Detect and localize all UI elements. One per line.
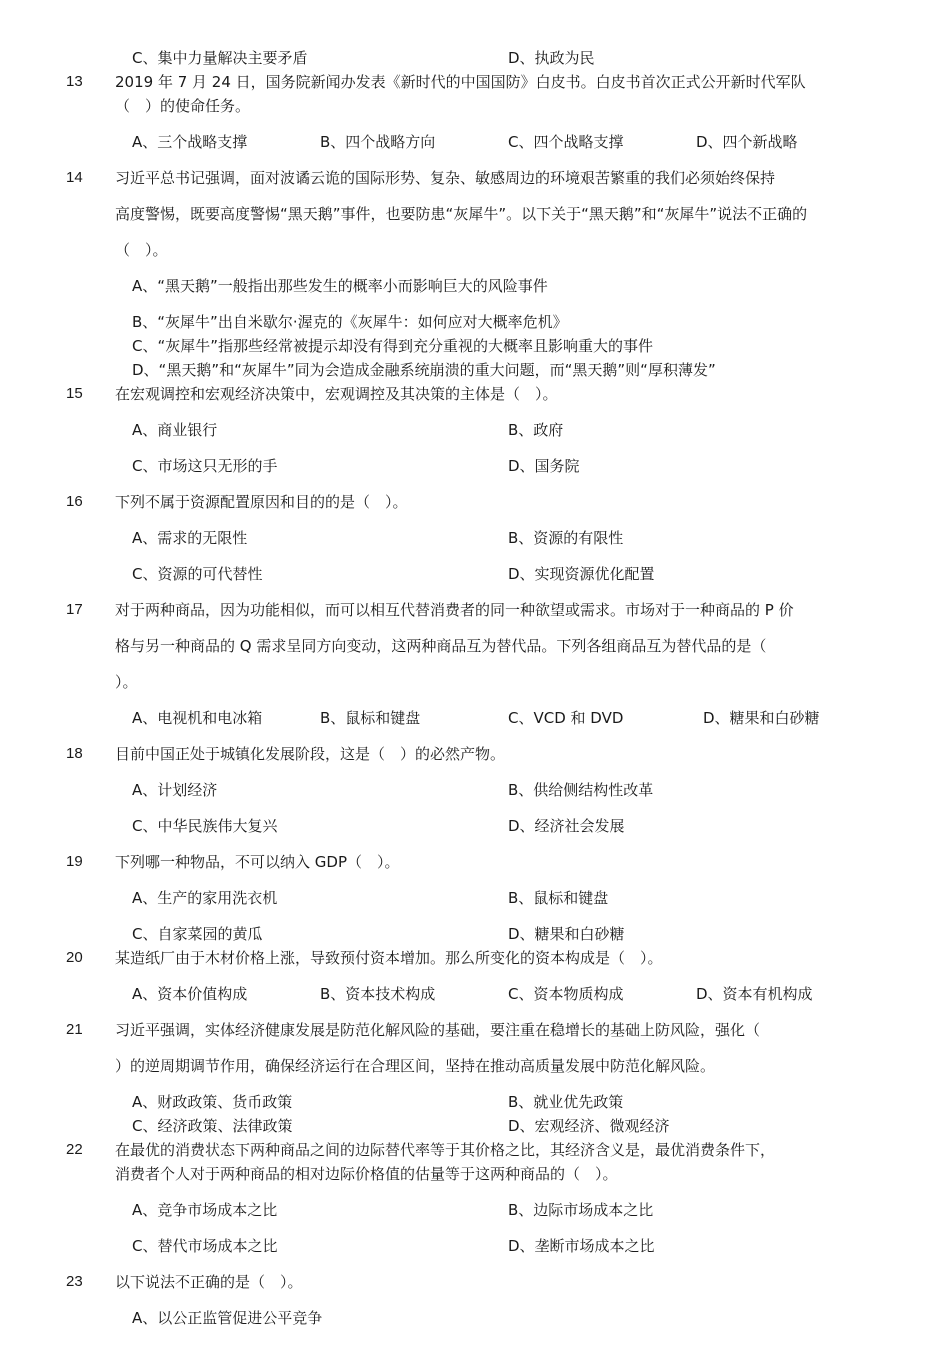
q20-option-b: B、资本技术构成 (320, 985, 436, 1003)
q19-option-d: D、糖果和白砂糖 (508, 925, 625, 943)
q16-option-b: B、资源的有限性 (508, 529, 624, 547)
q22-option-c: C、替代市场成本之比 (132, 1237, 278, 1255)
q13-number: 13 (66, 73, 83, 90)
q14-text-line1: 习近平总书记强调，面对波谲云诡的国际形势、复杂、敏感周边的环境艰苦繁重的我们必须始终保持 (115, 169, 776, 187)
q18-number: 18 (66, 745, 83, 762)
q18-option-c: C、中华民族伟大复兴 (132, 817, 278, 835)
q21-text-line1: 习近平强调，实体经济健康发展是防范化解风险的基础，要注重在稳增长的基础上防风险，强化（ (115, 1021, 761, 1039)
q15-option-a: A、商业银行 (132, 421, 218, 439)
q15-option-c: C、市场这只无形的手 (132, 457, 278, 475)
q14-number: 14 (66, 169, 83, 186)
q19-option-c: C、自家菜园的黄瓜 (132, 925, 263, 943)
q22-text-line1: 在最优的消费状态下两种商品之间的边际替代率等于其价格之比，其经济含义是，最优消费条件下， (115, 1141, 776, 1159)
q15-option-d: D、国务院 (508, 457, 580, 475)
q20-option-d: D、资本有机构成 (696, 985, 813, 1003)
q23-option-a: A、以公正监管促进公平竞争 (132, 1309, 323, 1327)
q23-number: 23 (66, 1273, 83, 1290)
q13-option-c: C、四个战略支撑 (508, 133, 624, 151)
q20-text-line1: 某造纸厂由于木材价格上涨，导致预付资本增加。那么所变化的资本构成是（ ）。 (115, 949, 663, 967)
q19-number: 19 (66, 853, 83, 870)
q13-option-d: D、四个新战略 (696, 133, 798, 151)
q13-text-line1: 2019 年 7 月 24 日，国务院新闻办发表《新时代的中国国防》白皮书。白皮书首次正式公开新时代军队 (115, 73, 806, 91)
q13-option-b: B、四个战略方向 (320, 133, 436, 151)
q15-option-b: B、政府 (508, 421, 564, 439)
q18-option-a: A、计划经济 (132, 781, 218, 799)
q20-option-a: A、资本价值构成 (132, 985, 248, 1003)
q15-number: 15 (66, 385, 83, 402)
q19-option-b: B、鼠标和键盘 (508, 889, 609, 907)
q21-text-line2: ）的逆周期调节作用，确保经济运行在合理区间，坚持在推动高质量发展中防范化解风险。 (115, 1057, 716, 1075)
q22-option-b: B、边际市场成本之比 (508, 1201, 654, 1219)
q21-option-c: C、经济政策、法律政策 (132, 1117, 293, 1135)
q16-text-line1: 下列不属于资源配置原因和目的的是（ ）。 (115, 493, 408, 511)
q17-text-line1: 对于两种商品，因为功能相似，而可以相互代替消费者的同一种欲望或需求。市场对于一种商品的 P 价 (115, 601, 794, 619)
q17-option-a: A、电视机和电冰箱 (132, 709, 263, 727)
q13-text-line2: （ ）的使命任务。 (115, 97, 251, 115)
q16-number: 16 (66, 493, 83, 510)
q22-option-a: A、竞争市场成本之比 (132, 1201, 278, 1219)
q18-option-b: B、供给侧结构性改革 (508, 781, 654, 799)
q15-text-line1: 在宏观调控和宏观经济决策中，宏观调控及其决策的主体是（ ）。 (115, 385, 558, 403)
q14-option-c: C、“灰犀牛”指那些经常被提示却没有得到充分重视的大概率且影响重大的事件 (132, 337, 654, 355)
q13-option-a: A、三个战略支撑 (132, 133, 248, 151)
q16-option-d: D、实现资源优化配置 (508, 565, 655, 583)
q14-option-d: D、“黑天鹅”和“灰犀牛”同为会造成金融系统崩溃的重大问题，而“黑天鹅”则“厚积薄发” (132, 361, 716, 379)
q21-option-d: D、宏观经济、微观经济 (508, 1117, 670, 1135)
q17-text-line2: 格与另一种商品的 Q 需求呈同方向变动，这两种商品互为替代品。下列各组商品互为替代品的是（ (115, 637, 767, 655)
q17-option-d: D、糖果和白砂糖 (703, 709, 820, 727)
q14-option-a: A、“黑天鹅”一般指出那些发生的概率小而影响巨大的风险事件 (132, 277, 548, 295)
q17-option-b: B、鼠标和键盘 (320, 709, 421, 727)
q22-number: 22 (66, 1141, 83, 1158)
q14-text-line2: 高度警惕，既要高度警惕“黑天鹅”事件，也要防患“灰犀牛”。以下关于“黑天鹅”和“灰犀牛”说法不正确的 (115, 205, 808, 223)
q16-option-a: A、需求的无限性 (132, 529, 248, 547)
q17-number: 17 (66, 601, 83, 618)
q21-number: 21 (66, 1021, 83, 1038)
q17-option-c: C、VCD 和 DVD (508, 709, 624, 727)
q18-option-d: D、经济社会发展 (508, 817, 625, 835)
q19-text-line1: 下列哪一种物品，不可以纳入 GDP（ ）。 (115, 853, 400, 871)
q12-option-d: D、执政为民 (508, 49, 595, 67)
q14-text-line3: （ ）。 (115, 241, 168, 259)
q21-option-b: B、就业优先政策 (508, 1093, 624, 1111)
q20-option-c: C、资本物质构成 (508, 985, 624, 1003)
q20-number: 20 (66, 949, 83, 966)
q18-text-line1: 目前中国正处于城镇化发展阶段，这是（ ）的必然产物。 (115, 745, 506, 763)
q17-text-line3: ）。 (115, 673, 138, 691)
q22-text-line2: 消费者个人对于两种商品的相对边际价格值的估量等于这两种商品的（ ）。 (115, 1165, 618, 1183)
q16-option-c: C、资源的可代替性 (132, 565, 263, 583)
q12-option-c: C、集中力量解决主要矛盾 (132, 49, 308, 67)
q14-option-b: B、“灰犀牛”出自米歇尔·渥克的《灰犀牛：如何应对大概率危机》 (132, 313, 568, 331)
q23-text-line1: 以下说法不正确的是（ ）。 (115, 1273, 303, 1291)
q19-option-a: A、生产的家用洗衣机 (132, 889, 278, 907)
q21-option-a: A、财政政策、货币政策 (132, 1093, 293, 1111)
q22-option-d: D、垄断市场成本之比 (508, 1237, 655, 1255)
